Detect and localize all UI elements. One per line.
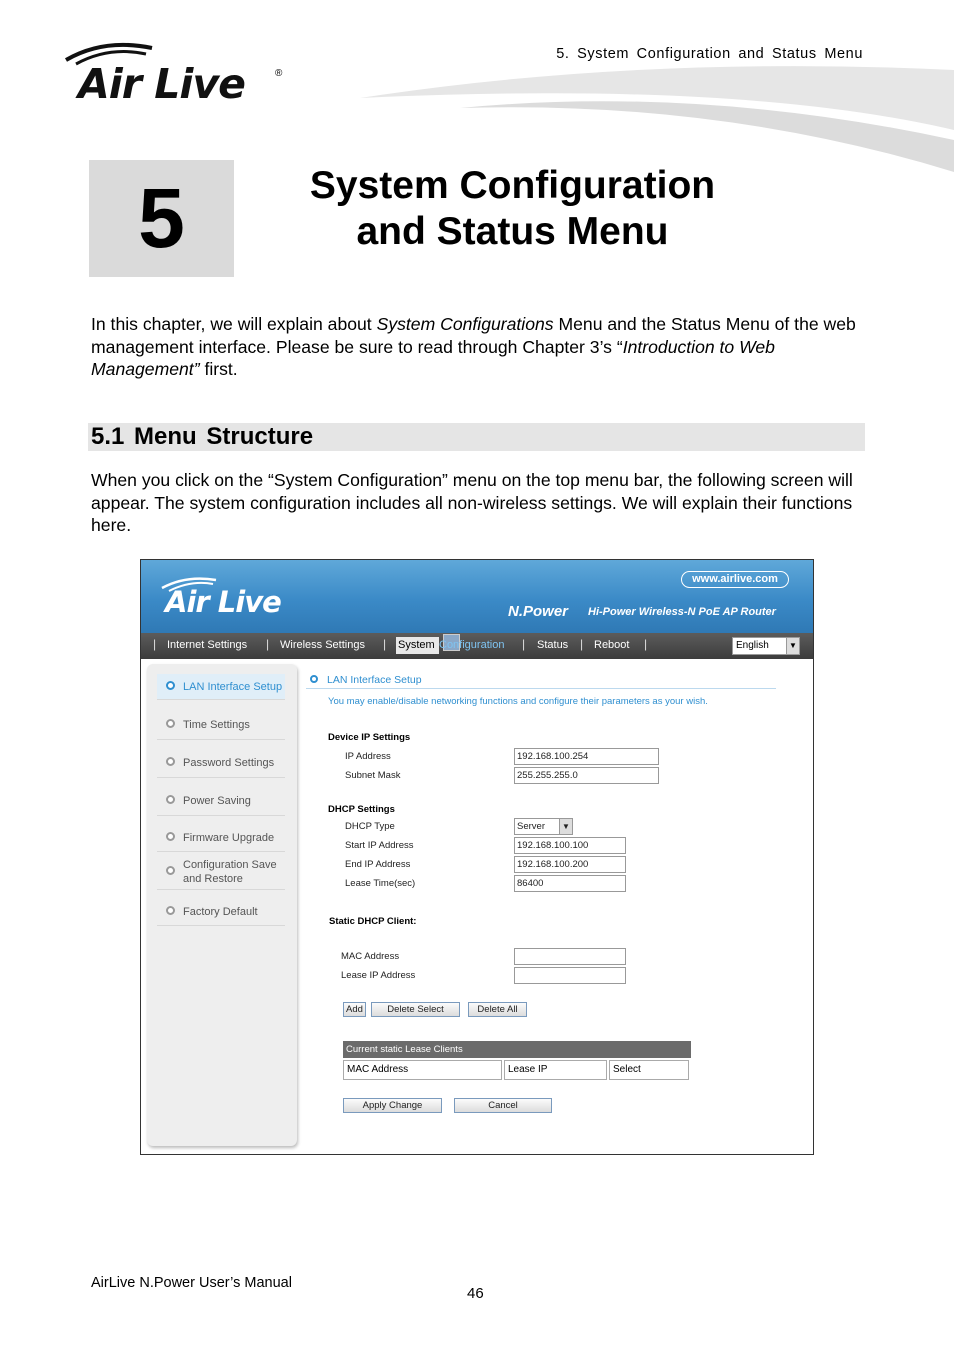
intro-paragraph [91, 313, 866, 381]
sidebar-item-label: Factory Default [183, 906, 258, 918]
chapter-title-line1: System Configuration [309, 164, 716, 207]
delete-all-button[interactable]: Delete All [468, 1002, 527, 1017]
chapter-number: 5 [138, 171, 185, 265]
header-swoosh-graphic [340, 60, 954, 180]
menu-system-configuration-rest[interactable]: Configuration [439, 639, 505, 651]
menu-separator: | [522, 637, 526, 651]
cancel-button[interactable]: Cancel [454, 1098, 552, 1113]
lease-time-input[interactable]: 86400 [514, 875, 626, 892]
menu-separator: | [383, 637, 387, 651]
registered-mark: ® [275, 68, 283, 79]
radio-bullet-icon [166, 866, 175, 875]
ip-address-label: IP Address [345, 751, 391, 762]
static-dhcp-heading: Static DHCP Client: [329, 916, 417, 927]
menu-wireless-settings[interactable]: Wireless Settings [280, 639, 365, 651]
radio-bullet-icon [166, 832, 175, 841]
menu-separator: | [644, 637, 648, 651]
menu-separator: | [153, 637, 157, 651]
sidebar-item-password-settings[interactable] [157, 750, 285, 778]
language-select[interactable] [732, 637, 800, 655]
sidebar-item-lan-interface-setup[interactable] [157, 674, 285, 700]
sidebar-item-firmware-upgrade[interactable] [157, 826, 285, 852]
end-ip-label: End IP Address [345, 859, 411, 870]
end-ip-input[interactable]: 192.168.100.200 [514, 856, 626, 873]
add-button[interactable]: Add [343, 1002, 366, 1017]
website-link[interactable]: www.airlive.com [681, 571, 789, 588]
sidebar-item-label: Firmware Upgrade [183, 832, 275, 844]
intro-text-2: Menu and the Status Menu of the web management interface. Please be sure to read through Chapter 3’s “ [91, 314, 856, 357]
start-ip-label: Start IP Address [345, 840, 414, 851]
menu-reboot[interactable]: Reboot [594, 639, 630, 651]
section-bullet-icon [310, 675, 318, 683]
column-lease-ip: Lease IP [504, 1060, 607, 1080]
router-banner [141, 560, 813, 633]
chapter-title [240, 163, 785, 255]
dhcp-heading: DHCP Settings [328, 804, 395, 815]
device-ip-heading: Device IP Settings [328, 732, 411, 743]
apply-change-button[interactable]: Apply Change [343, 1098, 442, 1113]
chapter-number-box [89, 160, 234, 277]
section-title: 5.1 Menu Structure [91, 423, 314, 450]
start-ip-input[interactable]: 192.168.100.100 [514, 837, 626, 854]
delete-select-button[interactable]: Delete Select [371, 1002, 460, 1017]
mac-address-label: MAC Address [341, 951, 400, 962]
panel-description: You may enable/disable networking functions and configure their parameters as your wish. [328, 696, 708, 707]
radio-bullet-icon [166, 906, 175, 915]
banner-logo: Air Live [165, 585, 281, 619]
footer-manual-title: AirLive N.Power User’s Manual [91, 1275, 292, 1291]
chapter-title-line2: and Status Menu [356, 210, 669, 253]
section-paragraph: When you click on the “System Configuration” menu on the top menu bar, the following screen will appear. The system configuration includes all non-wireless settings. We will explain their functions here. [91, 470, 853, 535]
section-header-bar [88, 423, 865, 451]
sidebar-item-power-saving[interactable] [157, 788, 285, 816]
page-number: 46 [467, 1285, 484, 1302]
intro-italic-1: System Configurations [376, 314, 554, 334]
menu-separator: | [580, 637, 584, 651]
mac-address-input[interactable] [514, 948, 626, 965]
intro-text-3: first. [199, 359, 238, 379]
column-mac-address: MAC Address [343, 1060, 502, 1080]
product-tagline: Hi-Power Wireless-N PoE AP Router [588, 606, 776, 618]
logo-text: Air Live [78, 60, 245, 108]
intro-text-1: In this chapter, we will explain about [91, 314, 377, 334]
lan-setup-panel [306, 664, 811, 1146]
menu-status[interactable]: Status [537, 639, 569, 651]
sidebar-item-label: Password Settings [183, 757, 275, 769]
panel-title: LAN Interface Setup [327, 674, 422, 686]
title-divider [306, 688, 776, 689]
chevron-down-icon[interactable]: ▼ [559, 819, 572, 834]
dhcp-type-label: DHCP Type [345, 821, 395, 832]
menu-internet-settings[interactable]: Internet Settings [167, 639, 248, 651]
intro-italic-2: Introduction to Web Management” [91, 336, 775, 379]
radio-bullet-icon [166, 681, 175, 690]
sidebar-item-configuration-save-restore[interactable] [157, 854, 285, 890]
radio-bullet-icon [166, 795, 175, 804]
sidebar-item-label: LAN Interface Setup [183, 681, 283, 693]
dhcp-type-select[interactable] [514, 818, 573, 835]
ip-address-input[interactable]: 192.168.100.254 [514, 748, 659, 765]
sidebar-item-time-settings[interactable] [157, 712, 285, 740]
lease-ip-label: Lease IP Address [341, 970, 416, 981]
dhcp-type-value: Server [517, 821, 545, 832]
chevron-down-icon[interactable]: ▼ [786, 638, 799, 654]
router-ui-screenshot [140, 559, 814, 1155]
sidebar-item-label: Time Settings [183, 719, 250, 731]
settings-sidebar [147, 664, 297, 1146]
top-menu-bar [141, 633, 813, 659]
radio-bullet-icon [166, 719, 175, 728]
lease-time-label: Lease Time(sec) [345, 878, 416, 889]
radio-bullet-icon [166, 757, 175, 766]
column-select: Select [609, 1060, 689, 1080]
subnet-mask-input[interactable]: 255.255.255.0 [514, 767, 659, 784]
language-value: English [736, 640, 769, 651]
sidebar-item-label: Power Saving [183, 795, 251, 807]
npower-brand: N.Power [508, 603, 569, 620]
sidebar-item-label: Configuration Save and Restore [183, 859, 277, 885]
airlive-logo [64, 40, 294, 110]
lease-ip-input[interactable] [514, 967, 626, 984]
sidebar-item-factory-default[interactable] [157, 900, 285, 926]
subnet-mask-label: Subnet Mask [345, 770, 401, 781]
running-header: 5. System Configuration and Status Menu [556, 46, 863, 62]
menu-system-configuration[interactable]: System [396, 637, 439, 654]
lease-clients-table-header: Current static Lease Clients [343, 1041, 691, 1058]
menu-separator: | [266, 637, 270, 651]
